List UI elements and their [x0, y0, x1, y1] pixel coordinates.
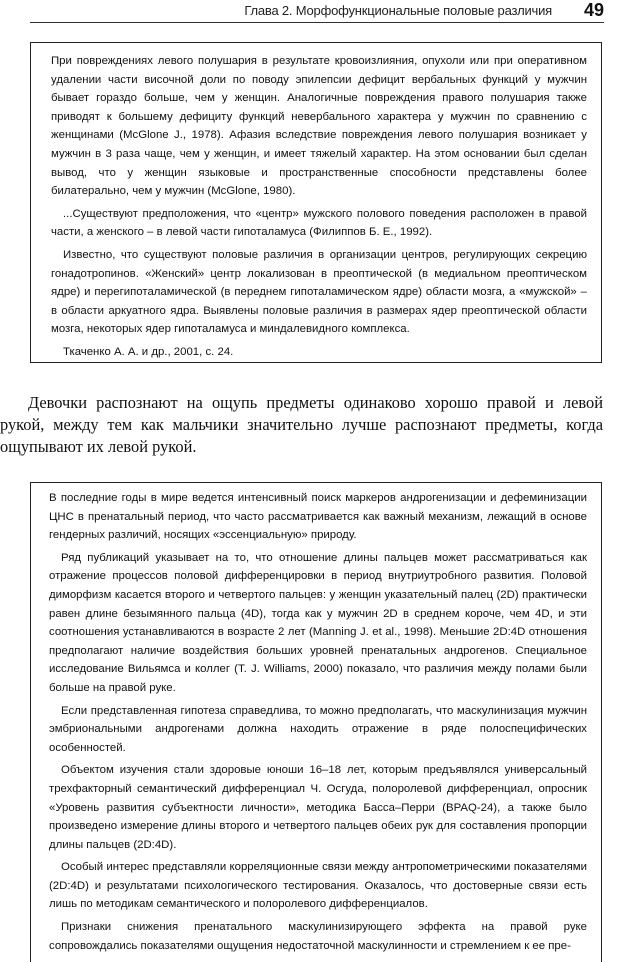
quote-box-finger-ratio — [30, 482, 602, 962]
page-number: 49 — [583, 0, 604, 20]
page-header — [30, 0, 604, 23]
quote-box-hemispheres — [30, 42, 602, 363]
box1-citation: Ткаченко А. А. и др., 2001, с. 24. — [63, 345, 234, 358]
box2-paragraph: Признаки снижения пренатального маскулинизирующего эффекта на правой руке сопровождались показателями ощущения недостаточной маскулинности и стремлением к ее пре- — [49, 921, 587, 952]
box1-paragraph: При повреждениях левого полушария в результате кровоизлияния, опухоли или при оперативном удалении части височной доли по поводу эпилепсии дефицит вербальных функций у мужчин бывает гораздо больше, чем у женщин. Аналогичные повреждения правого полушария также приводят к большему дефициту функций невербального характера у мужчин по сравнению с женщинами (McGlone J., 1978). Афазия вследствие повреждения левого полушария возникает у мужчин в 3 раза чаще, чем у женщин, и имеет тяжелый характер. На этом основании был сделан вывод, что у женщин языковые и пространственные способности представлены более билатерально, чем у мужчин (McGlone, 1980). — [51, 55, 587, 198]
box2-paragraph: В последние годы в мире ведется интенсивный поиск маркеров андрогенизации и дефеминизации ЦНС в пренатальный период, что часто рассматривается как важный механизм, лежащий в основе гендерных различий, носящих «эссенциальную» природу. — [49, 492, 587, 542]
main-paragraph: Девочки распознают на ощупь предметы одинаково хорошо правой и левой рукой, между тем как мальчики значительно лучше распознают предметы, когда ощупывают их левой рукой. — [0, 393, 603, 456]
box1-paragraph: Известно, что существуют половые различия в организации центров, регулирующих секрецию гонадотропинов. «Женский» центр локализован в преоптической (в медиальном преоптическом ядре) и перегипоталамической (в переднем гипоталамическом ядре) области мозга, а «мужской» – в области аркуатного ядра. Выявлены половые различия в размерах ядер преоптической области мозга, некоторых ядер гипоталамуса и миндалевидного комплекса. — [51, 248, 587, 336]
box2-paragraph: Ряд публикаций указывает на то, что отношение длины пальцев может рассматриваться как отражение процессов половой дифференцировки в период внутриутробного развития. Половой диморфизм касается второго и четвертого пальцев: у женщин указательный палец (2D) практически равен длине безымянного пальца (4D), тогда как у мужчин 2D в среднем короче, чем 4D, и эти соотношения устанавливаются в возрасте 2 лет (Manning J. et al., 1998). Меньшие 2D:4D отношения предполагают наличие воздействия больших уровней пренатальных андрогенов. Специальное исследование Вильямса и коллег (T. J. Williams, 2000) показало, что различия между полами были больше на правой руке. — [49, 551, 587, 694]
box2-paragraph: Если представленная гипотеза справедлива, то можно предполагать, что маскулинизация мужчин эмбриональными андрогенами должна находить отражение в ряде полоспецифических особенностей. — [49, 704, 587, 754]
box1-paragraph: ...Существуют предположения, что «центр» мужского полового поведения расположен в правой части, а женского – в левой части гипоталамуса (Филиппов Б. Е., 1992). — [51, 207, 587, 239]
box2-paragraph: Особый интерес представляли корреляционные связи между антропометрическими показателями (2D:4D) и результатами психологического тестирования. Оказалось, что достоверные связи есть лишь по методикам семантического и полоролевого дифференциалов. — [49, 861, 587, 911]
box2-paragraph: Объектом изучения стали здоровые юноши 16–18 лет, которым предъявлялся универсальный трехфакторный семантический дифференциал Ч. Осгуда, полоролевой дифференциал, опросник «Уровень развития субъектности личности», методика Басса–Перри (BPAQ-24), а также было произведено измерение длины второго и четвертого пальцев обеих рук для составления пропорции длины пальцев (2D:4D). — [49, 764, 587, 851]
running-title: Глава 2. Морфофункциональные половые различия — [244, 3, 552, 18]
